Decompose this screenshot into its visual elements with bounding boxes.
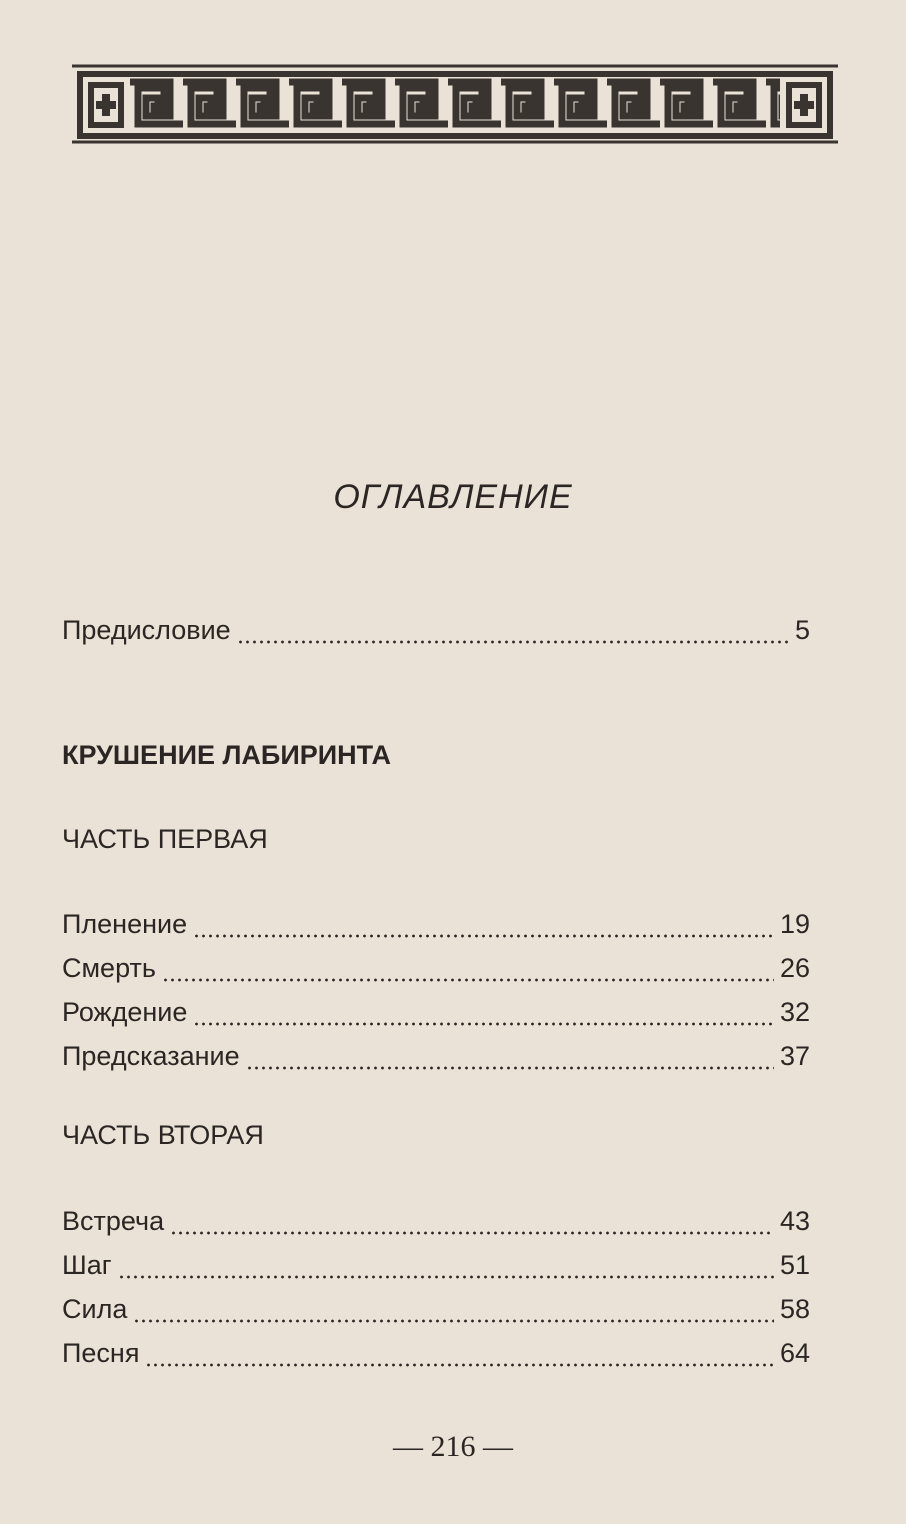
dot-leader (118, 1275, 774, 1279)
book-title: КРУШЕНИЕ ЛАБИРИНТА (62, 740, 391, 770)
toc-entry (62, 1294, 810, 1330)
entry-label: Песня (62, 1338, 140, 1368)
entry-label: Шаг (62, 1250, 112, 1280)
entry-label: Сила (62, 1294, 128, 1324)
page-number: — 216 — (393, 1430, 513, 1463)
dot-leader (193, 1022, 774, 1026)
entry-page: 32 (779, 997, 810, 1027)
part-title: ЧАСТЬ ВТОРАЯ (62, 1120, 264, 1150)
toc-title: ОГЛАВЛЕНИЕ (333, 478, 573, 516)
toc-entry (62, 1206, 810, 1242)
dot-leader (170, 1231, 774, 1235)
dot-leader (162, 978, 774, 982)
toc-entry (62, 1338, 810, 1374)
entry-page: 37 (779, 1041, 810, 1071)
toc-entry (62, 997, 810, 1033)
entry-label: Предсказание (62, 1041, 240, 1071)
entry-page: 51 (779, 1250, 810, 1280)
cross-ornament-right-icon (786, 82, 822, 128)
entry-label: Рождение (62, 997, 188, 1027)
part-title: ЧАСТЬ ПЕРВАЯ (62, 824, 268, 854)
cross-ornament-left-icon (88, 82, 124, 128)
entry-label: Встреча (62, 1206, 165, 1236)
toc-entry (62, 909, 810, 945)
entry-page: 64 (779, 1338, 810, 1368)
dot-leader (246, 1066, 774, 1070)
toc-entry (62, 1041, 810, 1077)
entry-page: 19 (779, 909, 810, 939)
toc-entry-preface (62, 615, 810, 651)
greek-key-border-ornament (72, 64, 838, 144)
entry-label: Смерть (62, 953, 156, 983)
entry-label: Предисловие (62, 615, 231, 645)
dot-leader (145, 1363, 773, 1367)
dot-leader (133, 1319, 774, 1323)
entry-page: 58 (779, 1294, 810, 1324)
toc-entry (62, 953, 810, 989)
entry-label: Пленение (62, 909, 188, 939)
toc-entry (62, 1250, 810, 1286)
dot-leader (237, 640, 789, 644)
entry-page: 43 (779, 1206, 810, 1236)
entry-page: 5 (794, 615, 810, 645)
dot-leader (193, 934, 774, 938)
entry-page: 26 (779, 953, 810, 983)
